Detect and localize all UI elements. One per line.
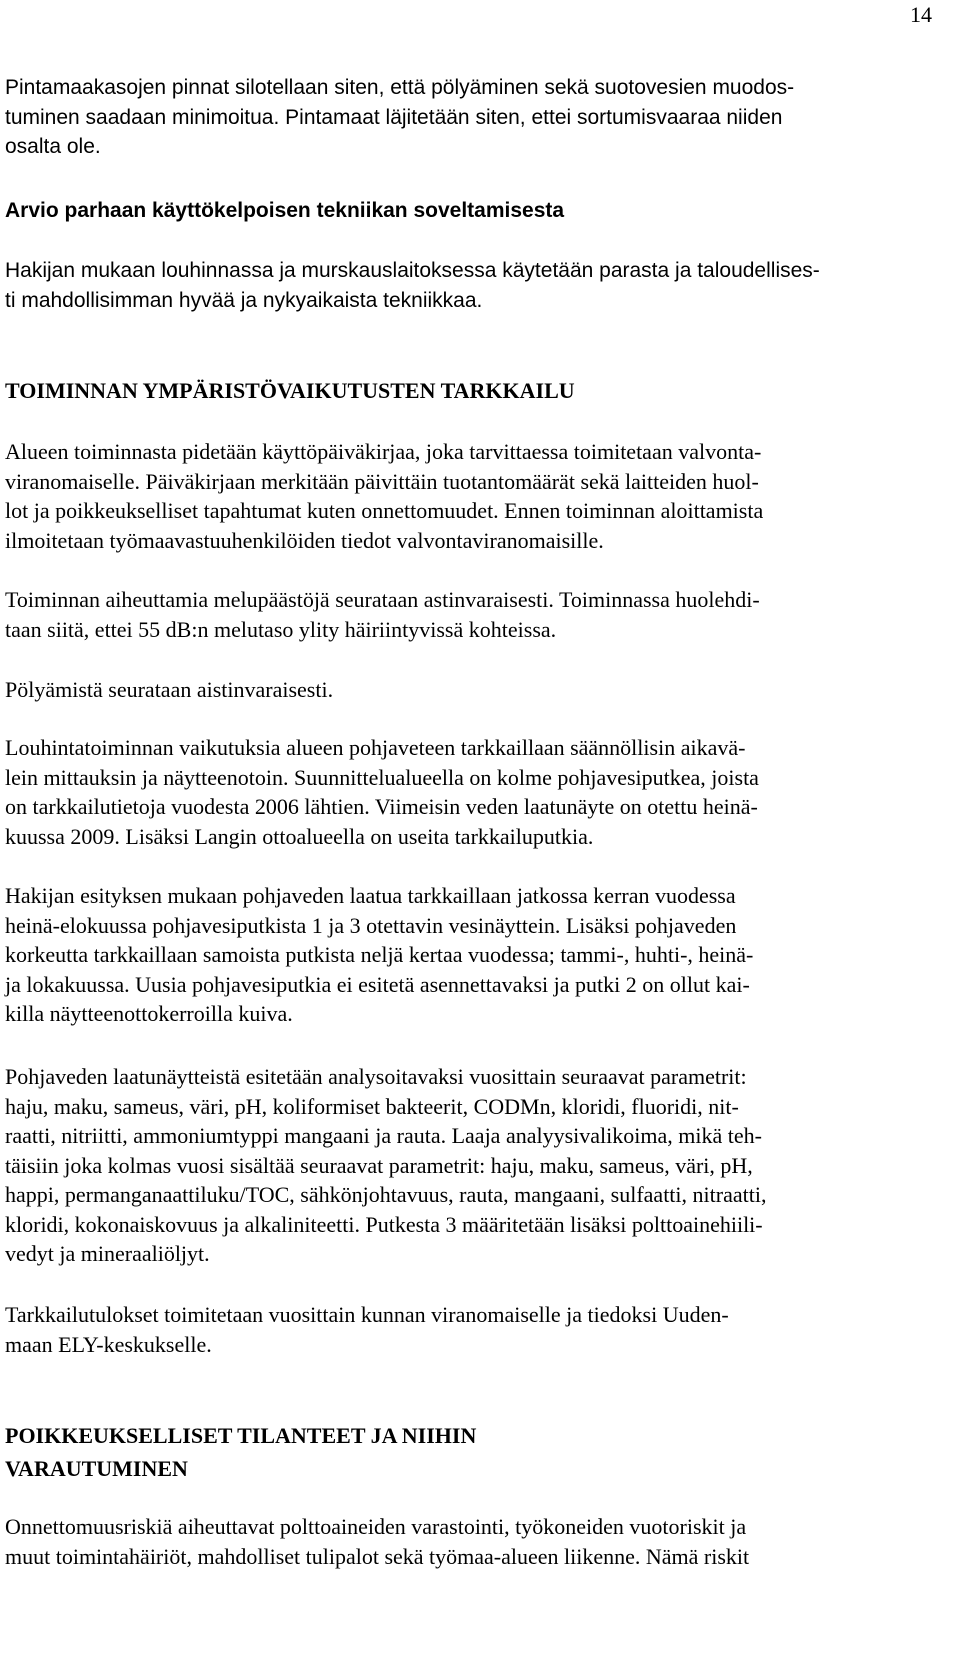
text-line: tuminen saadaan minimoitua. Pintamaat läjitetään siten, ettei sortumisvaaraa niiden	[5, 105, 783, 129]
text-line: osalta ole.	[5, 135, 101, 158]
text-line: Louhintatoiminnan vaikutuksia alueen pohjaveteen tarkkaillaan säännöllisin aikavä-	[5, 735, 746, 760]
text-line: vedyt ja mineraaliöljyt.	[5, 1241, 210, 1266]
text-line: Tarkkailutulokset toimitetaan vuosittain kunnan viranomaiselle ja tiedoksi Uuden-	[5, 1302, 729, 1327]
text-line: on tarkkailutietoja vuodesta 2006 lähtien. Viimeisin veden laatunäyte on otettu heinä-	[5, 794, 758, 819]
heading-line: POIKKEUKSELLISET TILANTEET JA NIIHIN	[5, 1423, 477, 1448]
text-line: heinä-elokuussa pohjavesiputkista 1 ja 3 otettavin vesinäyttein. Lisäksi pohjaveden	[5, 912, 737, 938]
text-line: Pintamaakasojen pinnat silotellaan siten, että pölyäminen sekä suotovesien muodos-	[5, 76, 795, 99]
text-line: lein mittauksin ja näytteenotoin. Suunnittelualueella on kolme pohjavesiputkea, joista	[5, 764, 759, 790]
text-line: lot ja poikkeukselliset tapahtumat kuten onnettomuudet. Ennen toiminnan aloittamista	[5, 498, 764, 523]
text-line: viranomaiselle. Päiväkirjaan merkitään päivittäin tuotantomäärät sekä laitteiden huol-	[5, 468, 759, 494]
text-line: haju, maku, sameus, väri, pH, koliformiset bakteerit, CODMn, kloridi, fluoridi, nit-	[5, 1093, 739, 1119]
text-line: ti mahdollisimman hyvää ja nykyaikaista tekniikkaa.	[5, 288, 483, 312]
text-line: Pohjaveden laatunäytteistä esitetään analysoitavaksi vuosittain seuraavat parametrit:	[5, 1064, 747, 1089]
text-line: kuussa 2009. Lisäksi Langin ottoalueella on useita tarkkailuputkia.	[5, 823, 594, 849]
paragraph-intro	[5, 73, 794, 162]
text-line: happi, permanganaattiluku/TOC, sähkönjohtavuus, rauta, mangaani, sulfaatti, nitraatti,	[5, 1182, 767, 1207]
text-line: korkeutta tarkkaillaan samoista putkista neljä kertaa vuodessa; tammi-, huhti-, heinä-	[5, 942, 754, 967]
paragraph-risks	[5, 1512, 749, 1571]
paragraph-parameters	[5, 1062, 766, 1269]
text-line: Toiminnan aiheuttamia melupäästöjä seurataan astinvaraisesti. Toiminnassa huolehdi-	[5, 587, 760, 612]
text-line: ja lokakuussa. Uusia pohjavesiputkia ei esitetä asennettavaksi ja putki 2 on ollut kai-	[5, 971, 750, 997]
page-number: 14	[910, 2, 932, 27]
text-line: taan siitä, ettei 55 dB:n melutaso ylity häiriintyvissä kohteissa.	[5, 616, 557, 642]
text-line: muut toimintahäiriöt, mahdolliset tulipalot sekä työmaa-alueen liikenne. Nämä riskit	[5, 1543, 750, 1569]
paragraph-noise	[5, 585, 760, 644]
paragraph-bat	[5, 256, 820, 315]
text-line: Onnettomuusriskiä aiheuttavat polttoaineiden varastointi, työkoneiden vuotoriskit ja	[5, 1514, 747, 1539]
paragraph-groundwater	[5, 733, 759, 851]
text-line: kloridi, kokonaiskovuus ja alkaliniteetti. Putkesta 3 määritetään lisäksi polttoainehiili-	[5, 1211, 763, 1237]
text-line: Alueen toiminnasta pidetään käyttöpäiväkirjaa, joka tarvittaessa toimitetaan valvonta-	[5, 439, 762, 464]
text-line: Pölyämistä seurataan aistinvaraisesti.	[5, 677, 334, 702]
heading-line: VARAUTUMINEN	[5, 1456, 188, 1481]
text-line: ilmoitetaan työmaavastuuhenkilöiden tiedot valvontaviranomaisille.	[5, 527, 604, 553]
text-line: Hakijan esityksen mukaan pohjaveden laatua tarkkaillaan jatkossa kerran vuodessa	[5, 883, 736, 908]
text-line: Hakijan mukaan louhinnassa ja murskauslaitoksessa käytetään parasta ja taloudellises-	[5, 259, 820, 282]
paragraph-dust	[5, 675, 333, 705]
text-line: maan ELY-keskukselle.	[5, 1331, 212, 1357]
heading-exceptional	[5, 1419, 476, 1485]
text-line: killa näytteenottokerroilla kuiva.	[5, 1001, 293, 1026]
heading-bat: Arvio parhaan käyttökelpoisen tekniikan soveltamisesta	[5, 199, 565, 222]
paragraph-results	[5, 1300, 729, 1359]
paragraph-proposal	[5, 881, 753, 1029]
heading-monitoring: TOIMINNAN YMPÄRISTÖVAIKUTUSTEN TARKKAILU	[5, 378, 575, 403]
text-line: raatti, nitriitti, ammoniumtyppi mangaani ja rauta. Laaja analyysivalikoima, mikä teh-	[5, 1123, 762, 1148]
text-line: täisiin joka kolmas vuosi sisältää seuraavat parametrit: haju, maku, sameus, väri, pH,	[5, 1152, 753, 1178]
paragraph-diary	[5, 437, 763, 555]
